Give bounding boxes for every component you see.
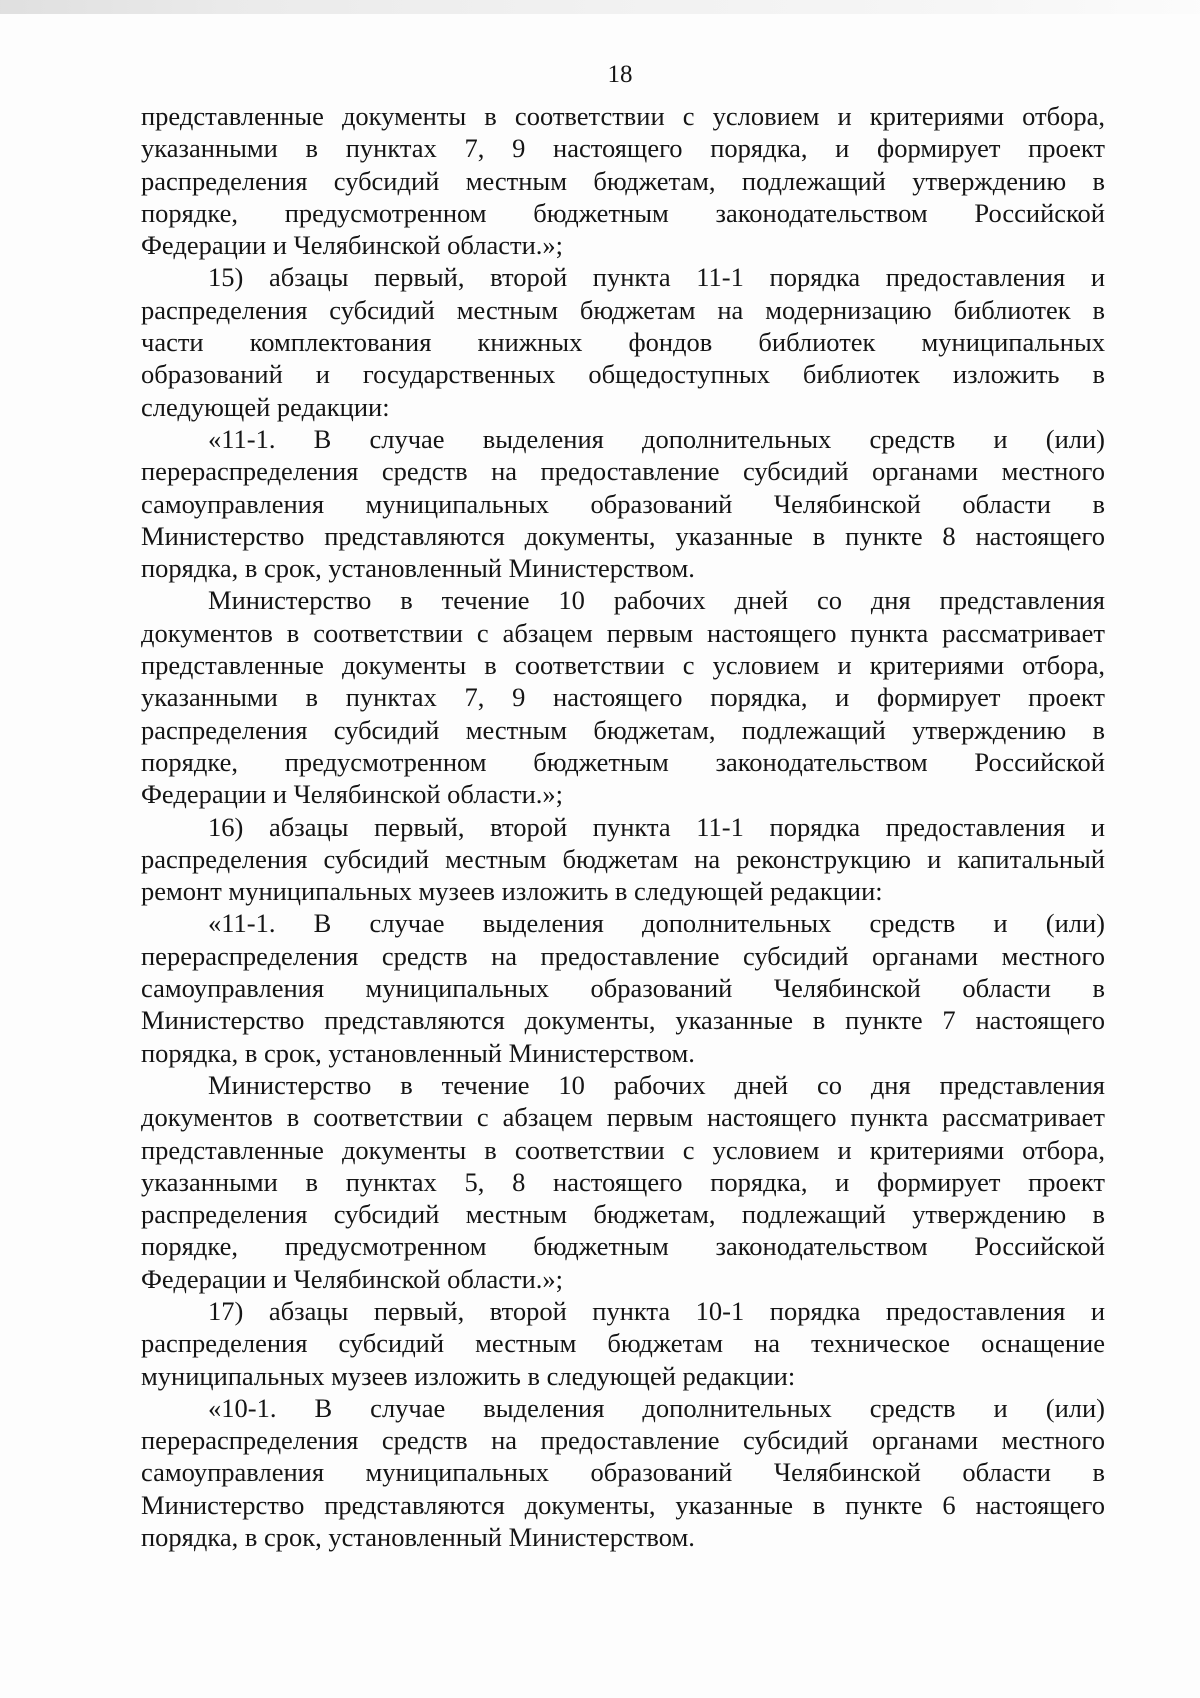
text-line: «11-1. В случае выделения дополнительных средств и (или)	[208, 423, 1105, 454]
text-line: самоуправления муниципальных образований Челябинской области в	[141, 488, 1105, 519]
paragraph-quote-11-1	[141, 423, 1105, 584]
text-line: следующей редакции:	[141, 391, 390, 422]
paragraph-ministry	[141, 1069, 1105, 1295]
text-line: указанными в пунктах 5, 8 настоящего порядка, и формирует проект	[141, 1166, 1105, 1197]
text-line: распределения субсидий местным бюджетам, подлежащий утверждению в	[141, 714, 1105, 745]
text-line: Министерство представляются документы, указанные в пункте 6 настоящего	[141, 1489, 1105, 1520]
text-line: представленные документы в соответствии с условием и критериями отбора,	[141, 650, 1105, 681]
text-line: Министерство в течение 10 рабочих дней со дня представления	[208, 585, 1105, 616]
text-line: «10-1. В случае выделения дополнительных средств и (или)	[208, 1392, 1105, 1423]
text-line: представленные документы в соответствии с условием и критериями отбора,	[141, 1134, 1105, 1165]
paragraph-quote-11-1	[141, 907, 1105, 1068]
text-line: документов в соответствии с абзацем первым настоящего пункта рассматривает	[141, 1102, 1105, 1133]
text-line: порядке, предусмотренном бюджетным законодательством Российской	[141, 197, 1105, 228]
text-line: распределения субсидий местным бюджетам на техническое оснащение	[141, 1328, 1105, 1359]
text-line: Министерство представляются документы, указанные в пункте 7 настоящего	[141, 1005, 1105, 1036]
text-line: образований и государственных общедоступных библиотек изложить в	[141, 359, 1105, 390]
text-line: муниципальных музеев изложить в следующей редакции:	[141, 1360, 796, 1391]
text-line: самоуправления муниципальных образований Челябинской области в	[141, 973, 1105, 1004]
document-body	[141, 100, 1105, 1553]
paragraph-quote-10-1	[141, 1392, 1105, 1553]
text-line: самоуправления муниципальных образований Челябинской области в	[141, 1457, 1105, 1488]
page-number: 18	[607, 61, 633, 88]
text-line: указанными в пунктах 7, 9 настоящего порядка, и формирует проект	[141, 682, 1105, 713]
text-line: порядке, предусмотренном бюджетным законодательством Российской	[141, 1231, 1105, 1262]
text-line: 17) абзацы первый, второй пункта 10-1 порядка предоставления и	[208, 1295, 1105, 1326]
text-line: части комплектования книжных фондов библиотек муниципальных	[141, 327, 1105, 358]
paragraph-ministry	[141, 584, 1105, 810]
text-line: распределения субсидий местным бюджетам на модернизацию библиотек в	[141, 294, 1105, 325]
text-line: Федерации и Челябинской области.»;	[141, 779, 563, 810]
text-line: перераспределения средств на предоставление субсидий органами местного	[141, 940, 1105, 971]
text-line: Министерство в течение 10 рабочих дней со дня представления	[208, 1069, 1105, 1100]
text-line: Федерации и Челябинской области.»;	[141, 1263, 563, 1294]
scan-edge-shading	[0, 0, 1200, 14]
text-line: порядка, в срок, установленный Министерством.	[141, 553, 695, 584]
text-line: распределения субсидий местным бюджетам, подлежащий утверждению в	[141, 165, 1105, 196]
text-line: порядке, предусмотренном бюджетным законодательством Российской	[141, 746, 1105, 777]
text-line: перераспределения средств на предоставление субсидий органами местного	[141, 456, 1105, 487]
paragraph-item-15	[141, 261, 1105, 422]
text-line: распределения субсидий местным бюджетам, подлежащий утверждению в	[141, 1199, 1105, 1230]
text-line: порядка, в срок, установленный Министерством.	[141, 1037, 695, 1068]
text-line: Министерство представляются документы, указанные в пункте 8 настоящего	[141, 520, 1105, 551]
text-line: Федерации и Челябинской области.»;	[141, 230, 563, 261]
text-line: распределения субсидий местным бюджетам на реконструкцию и капитальный	[141, 843, 1105, 874]
text-line: 16) абзацы первый, второй пункта 11-1 порядка предоставления и	[208, 811, 1105, 842]
text-line: представленные документы в соответствии с условием и критериями отбора,	[141, 101, 1105, 131]
text-line: перераспределения средств на предоставление субсидий органами местного	[141, 1425, 1105, 1456]
text-line: указанными в пунктах 7, 9 настоящего порядка, и формирует проект	[141, 133, 1105, 164]
text-line: ремонт муниципальных музеев изложить в следующей редакции:	[141, 876, 883, 907]
text-line: «11-1. В случае выделения дополнительных средств и (или)	[208, 908, 1105, 939]
text-line: документов в соответствии с абзацем первым настоящего пункта рассматривает	[141, 617, 1105, 648]
paragraph-item-17	[141, 1295, 1105, 1392]
paragraph-continuation	[141, 100, 1105, 261]
paragraph-item-16	[141, 811, 1105, 908]
text-line: порядка, в срок, установленный Министерством.	[141, 1522, 695, 1553]
text-line: 15) абзацы первый, второй пункта 11-1 порядка предоставления и	[208, 262, 1105, 293]
